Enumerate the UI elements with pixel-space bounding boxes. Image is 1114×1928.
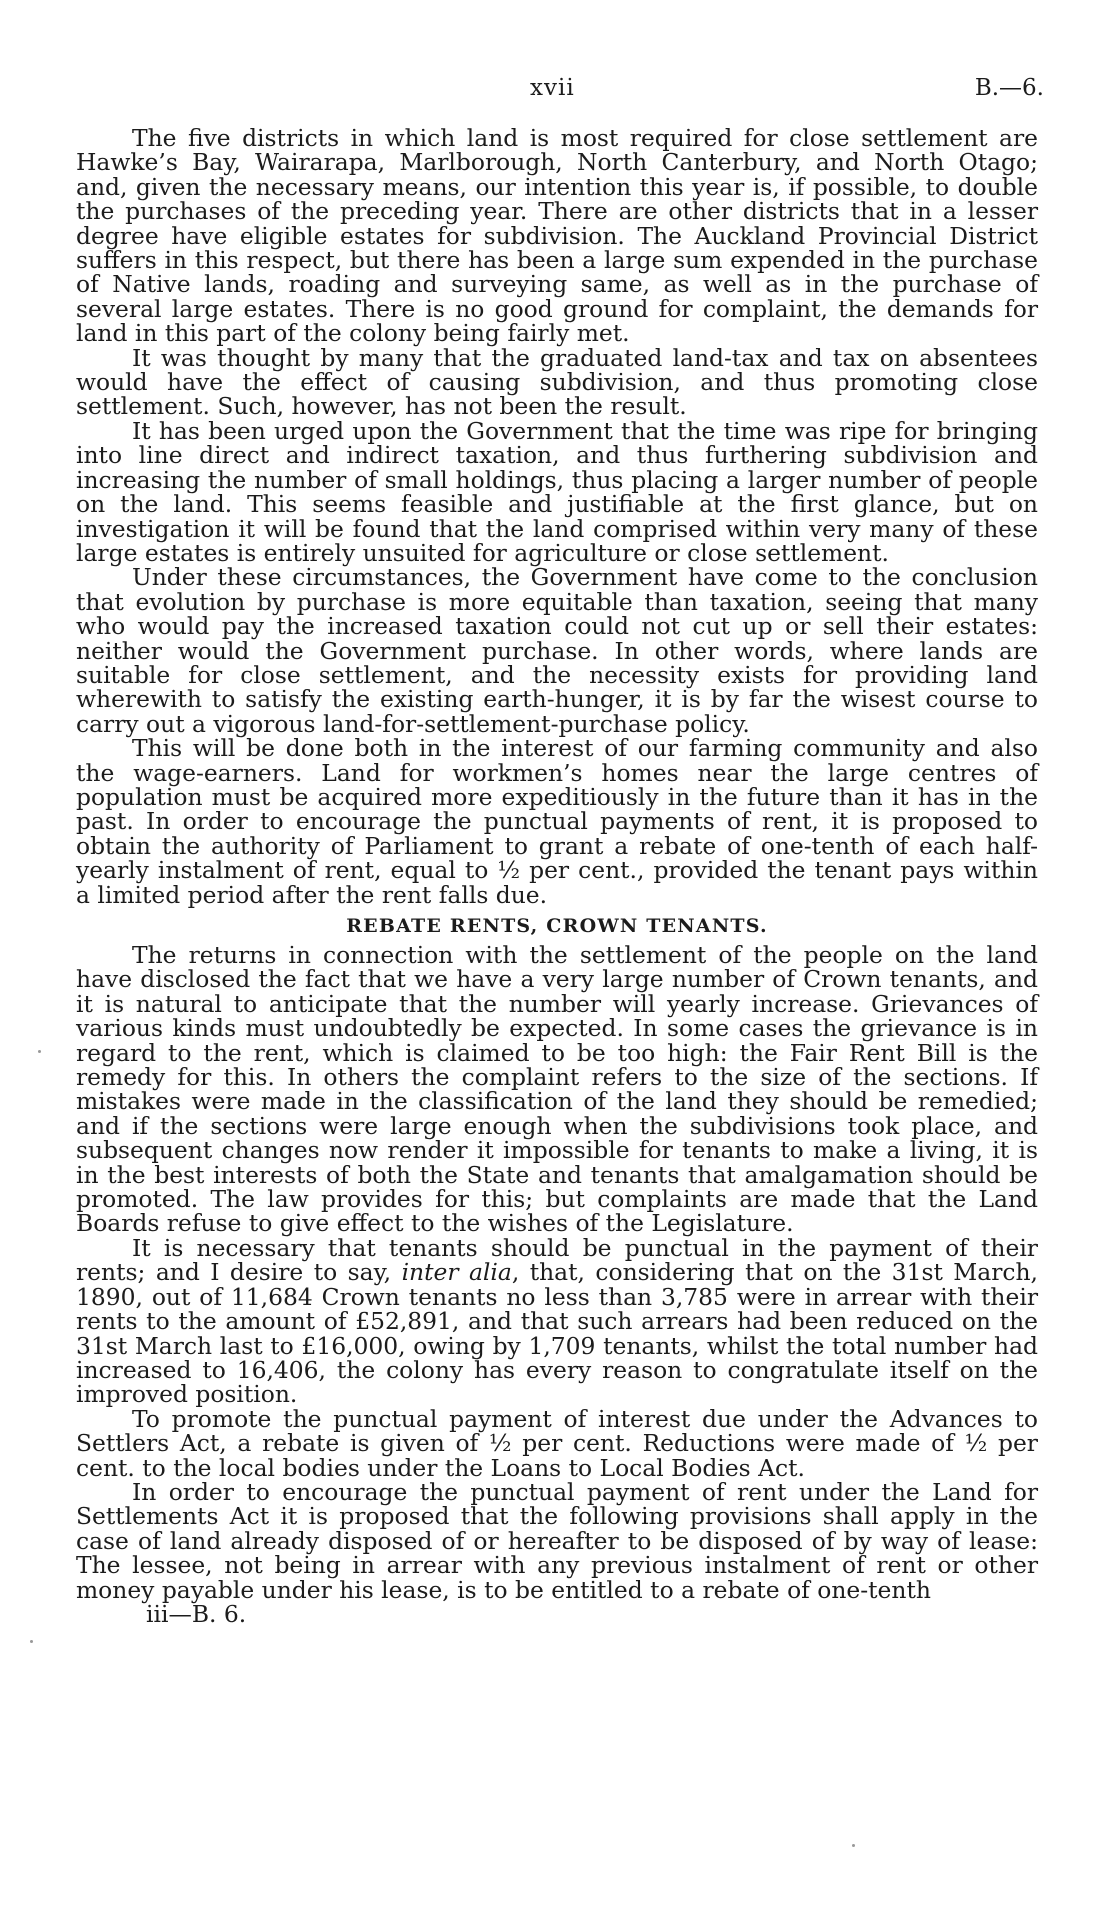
paragraph-close-settlement-districts: The five districts in which land is most required for close settlement are Hawke’s Bay, Wairarapa, Marlborough, North Canterbury, and North Otago; and, given the necessary means, our intention this year is, if possible, to double the purchases of the preceding year. There are other districts that in a lesser degree have eligible estates for subdivision. The Auckland Provincial District suffers in this respect, but there has been a large sum expended in the purchase of Native lands, roading and surveying same, as well as in the purchase of several large estates. There is no good ground for complaint, the demands for land in this part of the colony being fairly met.: [76, 124, 1038, 348]
paragraph-workmens-homes: This will be done both in the interest of our farming community and also the wage-earners. Land for workmen’s homes near the large centres of population must be acquired more expeditiously in the future than it has in the past. In order to encourage the punctual payments of rent, it is proposed to obtain the authority of Parliament to grant a rebate of one-tenth of each half-yearly instalment of rent, equal to ½ per cent., provided the tenant pays within a limited period after the rent falls due.: [76, 734, 1038, 909]
scan-speck: [30, 1640, 33, 1643]
report-code: B.—6.: [974, 75, 1044, 101]
paragraph-land-for-settlements-rebate: In order to encourage the punctual payment of rent under the Land for Settlements Act it is proposed that the following provisions shall apply in the case of land already disposed of or hereafter to be disposed of by way of lease: The lessee, not being in arrear with any previous instalment of rent or other money payable under his lease, is to be entitled to a rebate of one-tenth: [76, 1477, 1038, 1604]
paragraph-direct-indirect-taxation: It has been urged upon the Government that the time was ripe for bringing into line direct and indirect taxation, and thus furthering subdivision and increasing the number of small holdings, thus placing a larger number of people on the land. This seems feasible and justifiable at the first glance, but on investigation it will be found that the land comprised within very many of these large estates is entirely unsuited for agriculture or close settlement.: [76, 416, 1038, 567]
paragraph-graduated-land-tax: It was thought by many that the graduated land-tax and tax on absentees would have the effect of causing subdivision, and thus promoting close settlement. Such, however, has not been the result.: [76, 343, 1038, 421]
page-header: [0, 75, 1114, 105]
section-heading-rebate-rents: REBATE RENTS, CROWN TENANTS.: [346, 915, 768, 937]
scan-speck: [852, 1844, 855, 1847]
page-number: xvii: [530, 75, 575, 101]
paragraph-crown-tenants-grievances: The returns in connection with the settlement of the people on the land have disclosed the fact that we have a very large number of Crown tenants, and it is natural to anticipate that the number will yearly increase. Grievances of various kinds must undoubtedly be expected. In some cases the grievance is in regard to the rent, which is claimed to be too high: the Fair Rent Bill is the remedy for this. In others the complaint refers to the size of the sections. If mistakes were made in the classification of the land they should be remedied; and if the sections were large enough when the subdivisions took place, and subsequent changes now render it impossible for tenants to make a living, it is in the best interests of both the State and tenants that amalgamation should be promoted. The law provides for this; but complaints are made that the Land Boards refuse to give effect to the wishes of the Legislature.: [76, 941, 1038, 1238]
paragraph-advances-to-settlers: To promote the punctual payment of interest due under the Advances to Settlers Act, a rebate is given of ½ per cent. Reductions were made of ½ per cent. to the local bodies under the Loans to Local Bodies Act.: [76, 1404, 1038, 1482]
footer-signature: iii—B. 6.: [146, 1599, 247, 1628]
page-body: [76, 126, 1038, 1626]
scan-speck: [38, 1050, 41, 1053]
latin-phrase: inter alia: [401, 1258, 512, 1287]
paragraph-evolution-by-purchase: Under these circumstances, the Government have come to the conclusion that evolution by purchase is more equitable than taxation, seeing that many who would pay the increased taxation could not cut up or sell their estates: neither would the Government purchase. In other words, where lands are suitable for close settlement, and the necessity exists for providing land wherewith to satisfy the existing earth-hunger, it is by far the wisest course to carry out a vigorous land-for-settlement-purchase policy.: [76, 563, 1038, 738]
paragraph-punctual-payment: It is necessary that tenants should be punctual in the payment of their rents; and I desire to say, inter alia, that, considering that on the 31st March, 1890, out of 11,684 Crown tenants no less than 3,785 were in arrear with their rents to the amount of £52,891, and that such arrears had been reduced on the 31st March last to £16,000, owing by 1,709 tenants, whilst the total number had increased to 16,406, the colony has every reason to congratulate itself on the improved position.: [76, 1233, 1038, 1409]
